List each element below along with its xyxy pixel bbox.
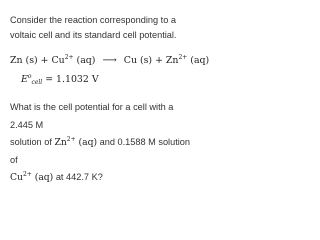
standard-cell-potential xyxy=(21,74,99,85)
copper-ion-term: $Cu^{2+}$ (aq) xyxy=(10,171,54,183)
question-line-2-post: and 0.1588 M solution of xyxy=(10,137,191,165)
product-copper-solid: Cu (s) + xyxy=(123,55,163,66)
potential-symbol: $E^o_{cell}$ xyxy=(21,73,43,86)
reactant-zinc-solid: Zn (s) + xyxy=(10,55,49,66)
question-line-2-pre: solution of xyxy=(10,137,55,147)
zinc-ion-term: $Zn^{2+}$ (aq) xyxy=(54,136,98,148)
intro-text: Consider the reaction corresponding to a voltaic cell and its standard cell potential. xyxy=(10,15,177,40)
question-text xyxy=(10,99,198,187)
reactant-copper-ion: $Cu^{2+}$ (aq) xyxy=(51,54,96,66)
reaction-equation xyxy=(10,54,210,66)
question-line-3-post: at 442.7 K? xyxy=(53,172,103,182)
reaction-arrow-icon: ⟶ xyxy=(102,55,117,66)
question-line-1: What is the cell potential for a cell with a 2.445 M xyxy=(10,102,174,130)
product-zinc-ion: $Zn^{2+}$ (aq) xyxy=(165,54,210,66)
potential-value: = 1.1032 V xyxy=(42,74,99,85)
